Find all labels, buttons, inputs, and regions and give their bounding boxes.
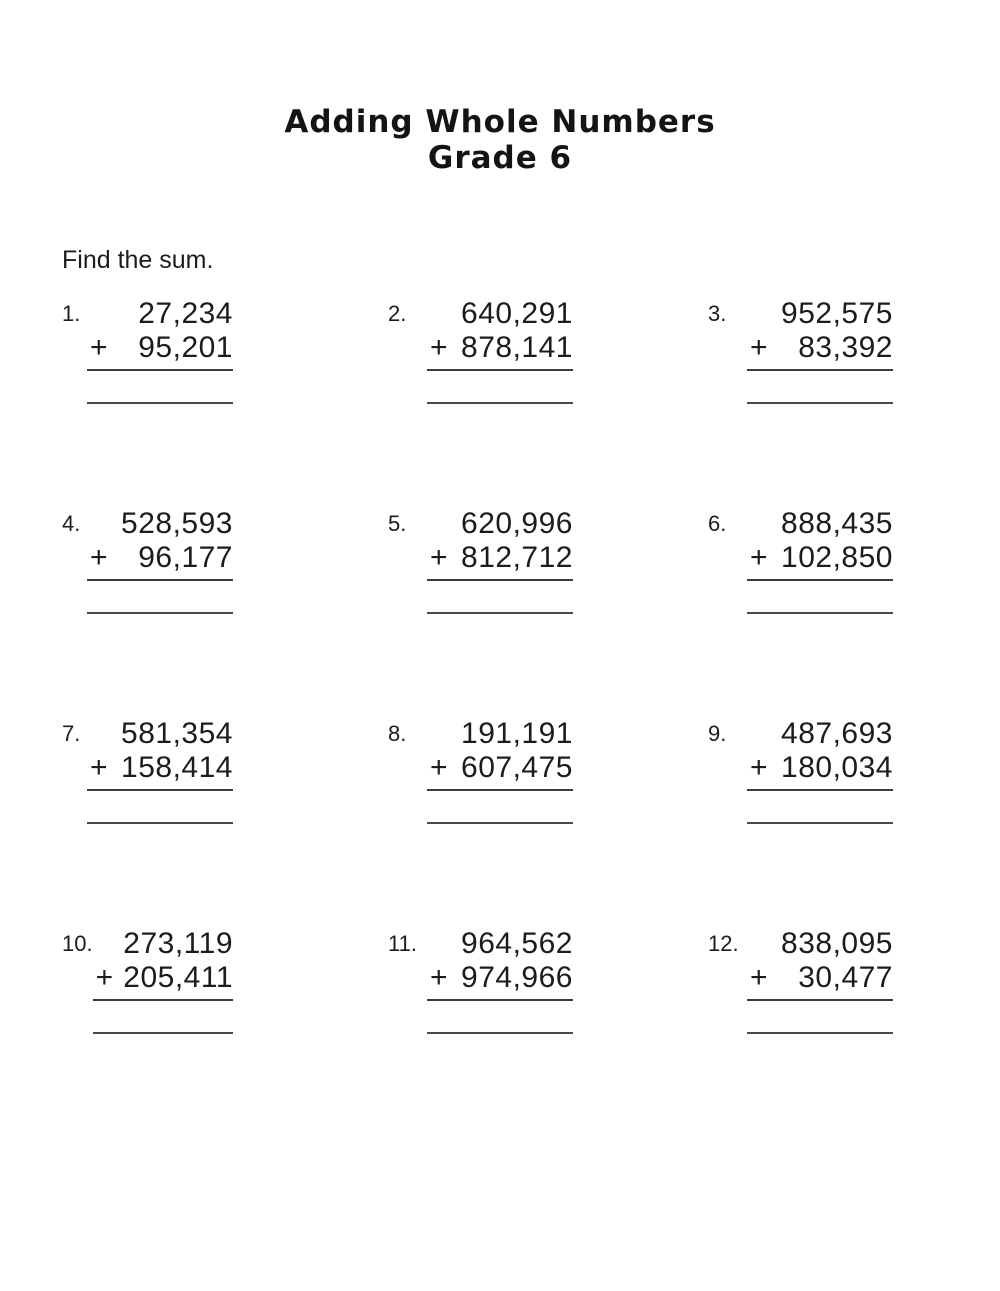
plus-sign: + <box>90 751 108 784</box>
problem-number: 10. <box>62 931 93 956</box>
answer-blank[interactable] <box>747 1032 893 1044</box>
addend-top: 487,693 <box>781 717 893 750</box>
addend-top: 273,119 <box>123 927 233 960</box>
sum-rule <box>87 369 233 371</box>
sum-rule <box>747 999 893 1001</box>
problem-7 <box>62 717 233 927</box>
addend-bottom: 158,414 <box>121 751 233 784</box>
problems-grid <box>62 297 893 1137</box>
problem-number: 3. <box>708 301 727 326</box>
addition-stack <box>747 927 893 1044</box>
plus-sign: + <box>430 961 448 994</box>
plus-sign: + <box>750 331 768 364</box>
addend-bottom: 30,477 <box>798 961 893 994</box>
sum-rule <box>427 789 573 791</box>
addend-bottom-row <box>427 751 573 785</box>
addend-top: 964,562 <box>461 927 573 960</box>
plus-sign: + <box>430 331 448 364</box>
sum-rule <box>87 789 233 791</box>
addition-stack <box>87 297 233 414</box>
addend-top: 27,234 <box>138 297 233 330</box>
problem-10 <box>62 927 233 1137</box>
answer-blank[interactable] <box>427 402 573 414</box>
problem-number: 2. <box>388 301 407 326</box>
addend-bottom: 205,411 <box>123 961 233 994</box>
addend-top: 620,996 <box>461 507 573 540</box>
title-line-2: Grade 6 <box>427 140 573 176</box>
addend-bottom-row <box>87 541 233 575</box>
problem-2 <box>388 297 573 507</box>
addition-stack <box>93 927 233 1044</box>
addend-bottom-row <box>427 331 573 365</box>
addend-top: 640,291 <box>461 297 573 330</box>
problem-number: 7. <box>62 721 81 746</box>
problem-3 <box>708 297 893 507</box>
addition-stack <box>427 927 573 1044</box>
problem-number: 9. <box>708 721 727 746</box>
addend-bottom-row <box>427 541 573 575</box>
plus-sign: + <box>750 961 768 994</box>
answer-blank[interactable] <box>87 612 233 624</box>
addend-bottom: 95,201 <box>138 331 233 364</box>
addend-top: 838,095 <box>781 927 893 960</box>
addition-stack <box>747 507 893 624</box>
addition-stack <box>427 717 573 834</box>
plus-sign: + <box>95 961 114 994</box>
addend-bottom: 180,034 <box>781 751 893 784</box>
addend-bottom-row <box>87 331 233 365</box>
sum-rule <box>747 369 893 371</box>
sum-rule <box>93 999 233 1001</box>
problem-1 <box>62 297 233 507</box>
addend-top: 952,575 <box>781 297 893 330</box>
sum-rule <box>427 579 573 581</box>
problem-12 <box>708 927 893 1137</box>
plus-sign: + <box>750 751 768 784</box>
addition-stack <box>87 507 233 624</box>
plus-sign: + <box>90 331 108 364</box>
problem-8 <box>388 717 573 927</box>
addend-bottom: 102,850 <box>781 541 893 574</box>
sum-rule <box>87 579 233 581</box>
sum-rule <box>427 369 573 371</box>
addend-top: 528,593 <box>121 507 233 540</box>
answer-blank[interactable] <box>747 822 893 834</box>
problem-number: 11. <box>388 931 417 956</box>
addend-bottom: 974,966 <box>461 961 573 994</box>
problem-number: 8. <box>388 721 407 746</box>
plus-sign: + <box>430 751 448 784</box>
addend-top: 581,354 <box>121 717 233 750</box>
addition-stack <box>427 297 573 414</box>
addend-bottom: 83,392 <box>798 331 893 364</box>
problem-11 <box>388 927 573 1137</box>
addend-bottom-row <box>747 751 893 785</box>
answer-blank[interactable] <box>747 402 893 414</box>
addend-bottom-row <box>87 751 233 785</box>
addend-bottom: 607,475 <box>461 751 573 784</box>
addend-bottom-row <box>747 961 893 995</box>
answer-blank[interactable] <box>427 822 573 834</box>
answer-blank[interactable] <box>87 822 233 834</box>
plus-sign: + <box>90 541 108 574</box>
plus-sign: + <box>430 541 448 574</box>
problem-4 <box>62 507 233 717</box>
answer-blank[interactable] <box>427 1032 573 1044</box>
title-line-1: Adding Whole Numbers <box>284 104 716 140</box>
sum-rule <box>747 579 893 581</box>
answer-blank[interactable] <box>427 612 573 624</box>
addend-bottom-row <box>93 961 233 995</box>
addend-bottom: 96,177 <box>138 541 233 574</box>
addend-bottom-row <box>427 961 573 995</box>
sum-rule <box>427 999 573 1001</box>
answer-blank[interactable] <box>747 612 893 624</box>
addend-top: 191,191 <box>461 717 573 750</box>
problem-number: 6. <box>708 511 727 536</box>
answer-blank[interactable] <box>93 1032 233 1044</box>
addition-stack <box>87 717 233 834</box>
addend-top: 888,435 <box>781 507 893 540</box>
problem-6 <box>708 507 893 717</box>
addend-bottom-row <box>747 331 893 365</box>
problem-9 <box>708 717 893 927</box>
problem-number: 4. <box>62 511 81 536</box>
sum-rule <box>747 789 893 791</box>
addend-bottom: 878,141 <box>461 331 573 364</box>
problem-number: 1. <box>62 301 81 326</box>
addition-stack <box>747 717 893 834</box>
worksheet-title <box>0 104 1000 176</box>
addend-bottom: 812,712 <box>461 541 573 574</box>
addend-bottom-row <box>747 541 893 575</box>
instruction-text: Find the sum. <box>62 246 214 274</box>
problem-number: 5. <box>388 511 407 536</box>
addition-stack <box>427 507 573 624</box>
answer-blank[interactable] <box>87 402 233 414</box>
plus-sign: + <box>750 541 768 574</box>
addition-stack <box>747 297 893 414</box>
problem-number: 12. <box>708 931 739 956</box>
problem-5 <box>388 507 573 717</box>
